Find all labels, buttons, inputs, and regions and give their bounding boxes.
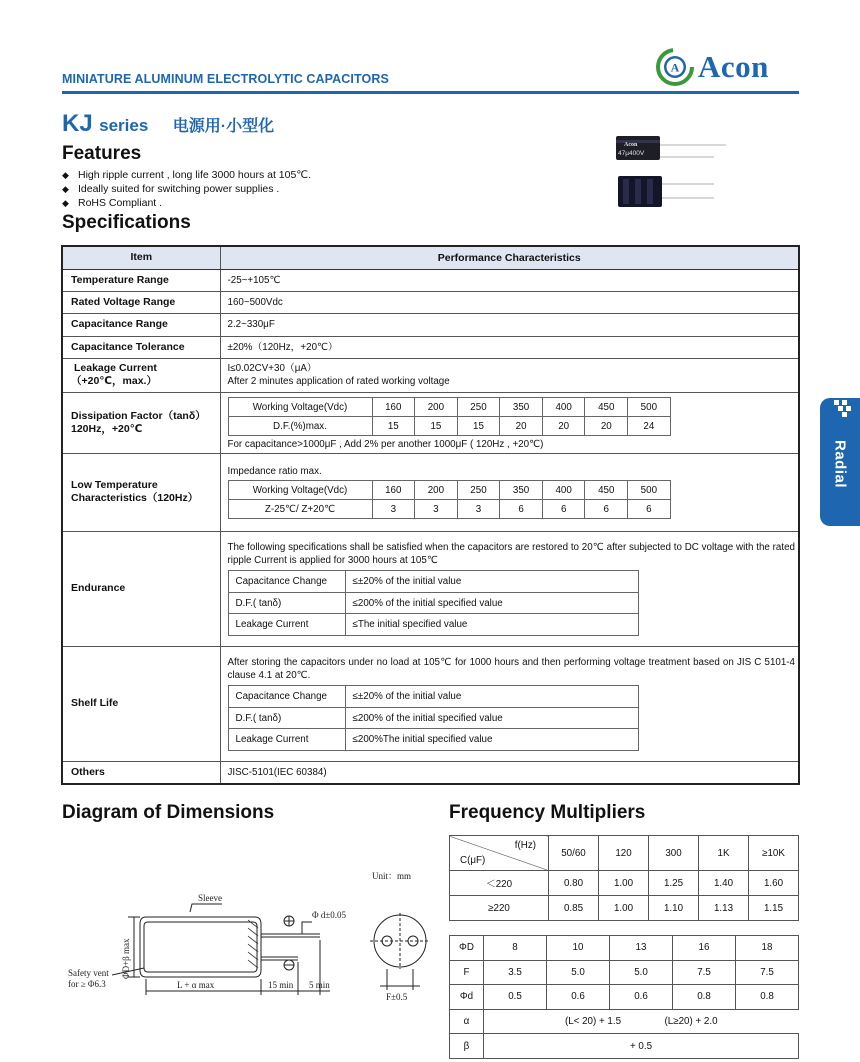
table-row: ΦD 8 10 13 16 18 (450, 936, 799, 961)
brand-name: Acon (698, 49, 769, 84)
dimension-diagram (62, 862, 442, 1012)
performance-column-header: Performance Characteristics (220, 246, 799, 269)
sleeve-label: Sleeve (198, 893, 222, 903)
radial-tab-label: Radial (831, 439, 849, 489)
feature-item: ◆ RoHS Compliant . (62, 197, 163, 209)
pixel-pattern-icon (820, 398, 860, 422)
spec-row-temperature: Temperature Range -25~+105℃ (62, 269, 799, 291)
body-diameter-label: ΦD+β max (121, 938, 131, 979)
diamond-bullet-icon: ◆ (62, 170, 69, 180)
body-length-label: L + α max (177, 980, 215, 990)
photo-value-text: 47µ400V (618, 150, 645, 157)
dissipation-factor-table: Working Voltage(Vdc) 160 200 250 350 400 450 500 D.F.(%)max. 15 15 15 20 20 20 24 (228, 397, 671, 436)
pitch-label: F±0.5 (386, 992, 408, 1002)
impedance-ratio-table: Working Voltage(Vdc) 160 200 250 350 400 450 500 Z-25℃/ Z+20℃ 3 3 3 6 6 6 6 (228, 480, 671, 519)
shelf-life-text: After storing the capacitors under no load at 105℃ for 1000 hours and then performing voltage treatment based on JIS C 5101-4 clause 4.1 at 20℃. (227, 657, 795, 682)
table-row: α (L< 20) + 1.5 (L≥20) + 2.0 (450, 1009, 799, 1034)
table-row: ＜220 0.80 1.00 1.25 1.40 1.60 (450, 871, 799, 896)
table-row: Φd 0.5 0.6 0.6 0.8 0.8 (450, 985, 799, 1010)
dissipation-note: For capacitance>1000μF , Add 2% per another 1000μF ( 120Hz , +20℃) (227, 439, 544, 450)
spec-header-row (62, 246, 799, 269)
spec-row-endurance: Endurance The following specifications shall be satisfied when the capacitors are restored to 20℃ after subjected to DC voltage with the rated ripple Current is applied for 3000 hours at 105℃ Capacitance Change ≤±20% of the initial value D.F.( tanδ) ≤200% of the initial specified value Leakage Current ≤The initial specified value (62, 531, 799, 646)
feature-item: ◆ Ideally suited for switching power supplies . (62, 183, 280, 195)
spec-row-leakage: Leakage Current （+20℃，max.） I≤0.02CV+30（μA） After 2 minutes application of rated working voltage (62, 358, 799, 392)
unit-label: Unit：mm (372, 871, 412, 881)
feature-item: ◆ High ripple current , long life 3000 hours at 105℃. (62, 169, 312, 181)
lead-diameter-label: Φ d±0.05 (312, 910, 347, 920)
features-list (62, 168, 311, 210)
item-column-header: Item (62, 246, 220, 269)
specifications-heading: Specifications (62, 212, 191, 233)
shelf-life-table: Capacitance Change ≤±20% of the initial value D.F.( tanδ) ≤200% of the initial specified value Leakage Current ≤200%The initial specified value (228, 685, 639, 751)
endurance-text: The following specifications shall be satisfied when the capacitors are restored to 20℃ after subjected to DC voltage with the rated ripple Current is applied for 3000 hours at 105℃ (227, 542, 795, 567)
impedance-caption: Impedance ratio max. (227, 466, 322, 477)
frequency-heading: Frequency Multipliers (449, 802, 646, 823)
series-word: series (99, 116, 149, 135)
endurance-table: Capacitance Change ≤±20% of the initial value D.F.( tanδ) ≤200% of the initial specified value Leakage Current ≤The initial specified value (228, 570, 639, 636)
table-row: ≥220 0.85 1.00 1.10 1.13 1.15 (450, 896, 799, 921)
spec-row-others: Others JISC-5101(IEC 60384) (62, 761, 799, 784)
diamond-bullet-icon: ◆ (62, 198, 69, 208)
features-heading: Features (62, 143, 142, 164)
header-divider (62, 91, 799, 94)
document-category: MINIATURE ALUMINUM ELECTROLYTIC CAPACITORS (62, 72, 389, 86)
capacitor-product-photo (614, 136, 730, 212)
frequency-multipliers-table (449, 835, 799, 921)
table-row: F 3.5 5.0 5.0 7.5 7.5 (450, 960, 799, 985)
spec-row-low-temperature: Low Temperature Characteristics（120Hz） Impedance ratio max. Working Voltage(Vdc) 160 200 250 350 400 450 500 Z-25℃/ Z+20℃ 3 3 3 6 6 6 6 (62, 453, 799, 531)
frequency-header-row: f(Hz) C(μF) 50/60 120 300 1K ≥10K (450, 836, 799, 871)
specifications-table (61, 245, 800, 785)
lead-5-label: 5 min (309, 980, 330, 990)
series-title (62, 110, 274, 138)
series-chinese-title: 电源用·小型化 (172, 118, 275, 135)
photo-brand-text: Acon (624, 142, 638, 148)
lead-15-label: 15 min (268, 980, 294, 990)
logo-letter: A (670, 60, 680, 75)
logo-emblem-icon (656, 48, 694, 86)
brand-logo (656, 48, 769, 86)
spec-row-dissipation: Dissipation Factor（tanδ） 120Hz，+20℃ Working Voltage(Vdc) 160 200 250 350 400 450 500 D.F.(%)max. 15 15 15 20 20 20 24 For capacitance>1000μF , Add 2% per another 1000μF ( 120Hz , +20℃) (62, 392, 799, 453)
spec-row-capacitance-range: Capacitance Range 2.2~330μF (62, 313, 799, 336)
safety-vent-label: Safety vent (68, 968, 109, 978)
diamond-bullet-icon: ◆ (62, 184, 69, 194)
table-row: β + 0.5 (450, 1034, 799, 1059)
dimension-values-table (449, 935, 799, 1059)
spec-row-tolerance: Capacitance Tolerance ±20%（120Hz，+20℃） (62, 336, 799, 358)
spec-row-voltage: Rated Voltage Range 160~500Vdc (62, 291, 799, 313)
series-code: KJ (62, 110, 93, 137)
spec-row-shelf-life: Shelf Life After storing the capacitors under no load at 105℃ for 1000 hours and then performing voltage treatment based on JIS C 5101-4 clause 4.1 at 20℃. Capacitance Change ≤±20% of the initial value D.F.( tanδ) ≤200% of the initial specified value Leakage Current ≤200%The initial specified value (62, 646, 799, 761)
frequency-corner-cell: f(Hz) C(μF) (450, 836, 549, 871)
safety-vent-size-label: for ≥ Φ6.3 (68, 979, 106, 989)
dimensions-heading: Diagram of Dimensions (62, 802, 275, 823)
